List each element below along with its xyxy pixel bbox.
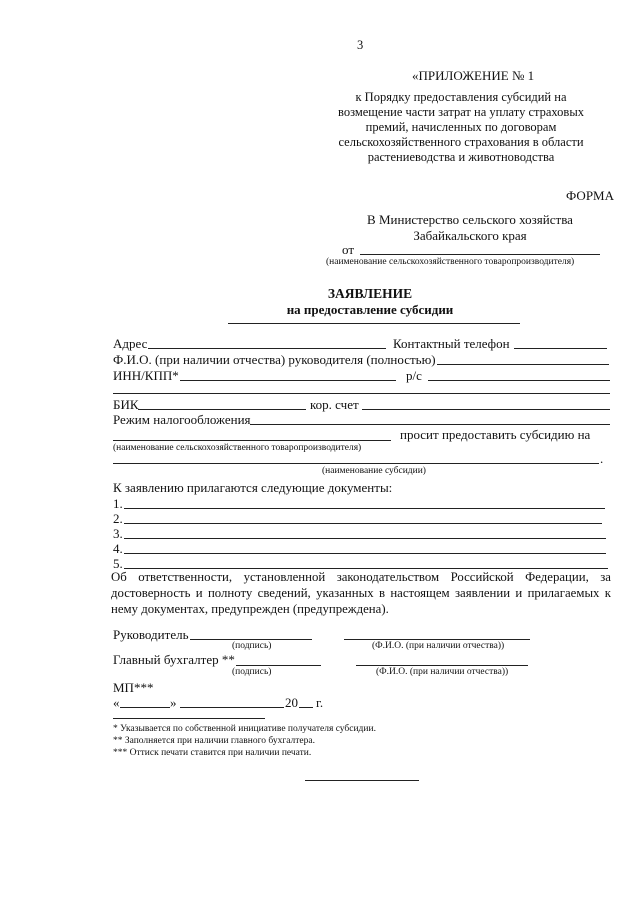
appendix-line: растениеводства и животноводства [367, 150, 555, 164]
date-year-prefix: 20 [285, 695, 298, 710]
statement-subtitle: на предоставление субсидии [286, 302, 454, 317]
inn-field[interactable] [180, 380, 396, 381]
head-name-sign-field[interactable] [344, 639, 530, 640]
appendix-title: «ПРИЛОЖЕНИЕ № 1 [412, 68, 535, 83]
accountant-name-caption: (Ф.И.О. (при наличии отчества)) [376, 667, 509, 677]
date-day-field[interactable] [120, 707, 170, 708]
footnote: ** Заполняется при наличии главного бухгалтера. [113, 736, 315, 746]
phone-label: Контактный телефон [393, 336, 510, 351]
appendix-line: возмещение части затрат на уплату страховых [338, 105, 584, 119]
subsidy-caption: (наименование субсидии) [322, 466, 426, 476]
producer-caption: (наименование сельскохозяйственного товаропроизводителя) [113, 443, 362, 453]
responsibility-text: Об ответственности, установленной законодательством Российской Федерации, за достоверность и полноту сведений, указанных в настоящем заявлении и прилагаемых к нему документах, предупрежден (предупреждена). [111, 570, 611, 616]
tax-regime-field[interactable] [250, 424, 610, 425]
document-item-number: 3. [113, 526, 123, 541]
document-item-number: 4. [113, 541, 123, 556]
appendix-line: к Порядку предоставления субсидий на [355, 90, 567, 104]
documents-intro: К заявлению прилагаются следующие документы: [113, 480, 393, 495]
document-item-number: 1. [113, 496, 123, 511]
form-label: ФОРМА [566, 188, 614, 203]
corr-account-field[interactable] [362, 409, 610, 410]
date-open-quote: « [113, 695, 120, 710]
bik-field[interactable] [138, 409, 306, 410]
end-line [305, 780, 419, 781]
from-label: от [342, 242, 355, 257]
inn-label: ИНН/КПП* [113, 368, 179, 383]
address-label: Адрес [113, 336, 148, 351]
appendix-lines [330, 90, 592, 165]
document-item-field[interactable] [124, 523, 602, 524]
date-close-quote: » [170, 695, 177, 710]
date-month-field[interactable] [180, 707, 284, 708]
page-number: 3 [357, 38, 364, 52]
document-item-field[interactable] [124, 538, 606, 539]
head-name-label: Ф.И.О. (при наличии отчества) руководителя (полностью) [113, 352, 436, 367]
blank-line[interactable] [113, 393, 610, 394]
head-signature-label: Руководитель [113, 627, 189, 642]
subsidy-field[interactable] [113, 463, 599, 464]
appendix-line: премий, начисленных по договорам [365, 120, 557, 134]
producer-field[interactable] [113, 440, 391, 441]
head-signature-caption: (подпись) [232, 641, 272, 651]
from-line[interactable] [360, 254, 600, 255]
accountant-signature-caption: (подпись) [232, 667, 272, 677]
head-signature-field[interactable] [190, 639, 312, 640]
footnote-separator [113, 718, 265, 719]
accountant-label: Главный бухгалтер ** [113, 652, 235, 667]
date-year-field[interactable] [299, 707, 313, 708]
corr-account-label: кор. счет [310, 397, 359, 412]
account-field[interactable] [428, 380, 610, 381]
accountant-signature-field[interactable] [236, 665, 321, 666]
subsidy-period: . [600, 451, 604, 466]
document-item-field[interactable] [124, 553, 606, 554]
statement-title: ЗАЯВЛЕНИЕ [327, 286, 413, 301]
heading-underline [228, 323, 520, 324]
account-label: р/с [406, 368, 422, 383]
phone-field[interactable] [514, 348, 607, 349]
document-item-number: 2. [113, 511, 123, 526]
addressee-line2: Забайкальского края [413, 228, 527, 243]
footnote: *** Оттиск печати ставится при наличии печати. [113, 748, 312, 758]
document-item-field[interactable] [124, 508, 605, 509]
appendix-line: сельскохозяйственного страхования в области [338, 135, 584, 149]
requests-text: просит предоставить субсидию на [400, 427, 591, 442]
addressee-line1: В Министерство сельского хозяйства [367, 212, 573, 227]
address-field[interactable] [148, 348, 386, 349]
tax-regime-label: Режим налогообложения [113, 412, 251, 427]
bik-label: БИК [113, 397, 139, 412]
accountant-name-field[interactable] [356, 665, 528, 666]
head-name-field[interactable] [437, 364, 609, 365]
head-name-caption: (Ф.И.О. (при наличии отчества)) [372, 641, 505, 651]
footnote: * Указывается по собственной инициативе получателя субсидии. [113, 724, 376, 734]
stamp-label: МП*** [113, 680, 154, 695]
from-caption: (наименование сельскохозяйственного товаропроизводителя) [326, 257, 575, 267]
date-year-suffix: г. [316, 695, 324, 710]
document-item-number: 5. [113, 556, 123, 571]
